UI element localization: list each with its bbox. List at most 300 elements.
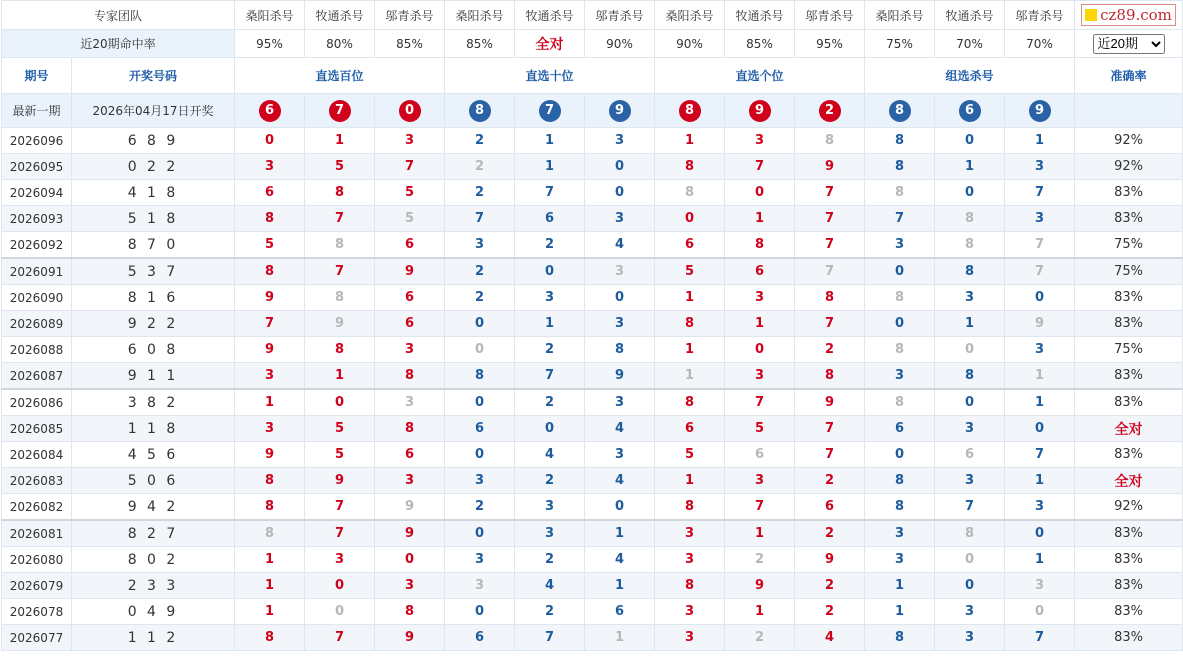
kill-number: 0	[585, 180, 655, 206]
kill-number: 1	[725, 599, 795, 625]
kill-number: 7	[1005, 258, 1075, 285]
kill-number: 1	[235, 599, 305, 625]
kill-number: 3	[515, 520, 585, 547]
issue-number: 2026091	[2, 258, 72, 285]
latest-kill-cell	[585, 94, 655, 128]
draw-number: 6 0 8	[72, 337, 235, 363]
table-row	[2, 468, 1183, 494]
site-logo[interactable]	[1081, 4, 1176, 26]
expert-name: 邬青杀号	[375, 1, 445, 30]
kill-number: 6	[375, 311, 445, 337]
kill-number: 8	[935, 363, 1005, 390]
kill-number: 1	[585, 520, 655, 547]
kill-number: 3	[445, 547, 515, 573]
draw-number: 8 7 0	[72, 232, 235, 259]
expert-name: 邬青杀号	[1005, 1, 1075, 30]
kill-number: 0	[445, 389, 515, 416]
kill-number: 1	[725, 520, 795, 547]
draw-number: 8 2 7	[72, 520, 235, 547]
kill-number: 0	[935, 573, 1005, 599]
table-row	[2, 232, 1183, 259]
group-header-combo: 组选杀号	[865, 58, 1075, 94]
table-row	[2, 520, 1183, 547]
kill-number: 8	[655, 311, 725, 337]
kill-number: 2	[725, 547, 795, 573]
kill-number: 6	[585, 599, 655, 625]
expert-name: 邬青杀号	[795, 1, 865, 30]
kill-number: 2	[445, 128, 515, 154]
kill-number: 0	[725, 180, 795, 206]
draw-number: 8 0 2	[72, 547, 235, 573]
kill-number: 5	[305, 416, 375, 442]
kill-number: 0	[865, 311, 935, 337]
issue-column-header: 期号	[2, 58, 72, 94]
kill-number: 0	[585, 285, 655, 311]
hit-rate: 70%	[935, 30, 1005, 58]
kill-number: 8	[865, 494, 935, 521]
accuracy-column-header: 准确率	[1075, 58, 1183, 94]
kill-number: 3	[445, 468, 515, 494]
draw-number: 0 2 2	[72, 154, 235, 180]
kill-number: 3	[305, 547, 375, 573]
latest-kill-cell	[655, 94, 725, 128]
kill-number: 3	[865, 520, 935, 547]
kill-ball: 7	[329, 100, 351, 122]
kill-number: 3	[585, 128, 655, 154]
kill-number: 7	[795, 206, 865, 232]
table-row	[2, 442, 1183, 468]
accuracy-value: 83%	[1075, 311, 1183, 337]
kill-number: 6	[445, 416, 515, 442]
kill-number: 6	[725, 442, 795, 468]
kill-number: 9	[375, 494, 445, 521]
kill-number: 6	[795, 494, 865, 521]
kill-number: 9	[795, 389, 865, 416]
kill-number: 2	[795, 520, 865, 547]
kill-number: 8	[235, 206, 305, 232]
issue-number: 2026085	[2, 416, 72, 442]
kill-number: 1	[935, 154, 1005, 180]
issue-number: 2026093	[2, 206, 72, 232]
kill-number: 2	[725, 625, 795, 651]
kill-number: 9	[235, 442, 305, 468]
draw-number: 8 1 6	[72, 285, 235, 311]
kill-number: 8	[305, 285, 375, 311]
kill-number: 2	[515, 232, 585, 259]
hit-rate: 80%	[305, 30, 375, 58]
kill-number: 8	[655, 494, 725, 521]
kill-number: 7	[795, 416, 865, 442]
kill-number: 8	[795, 128, 865, 154]
kill-number: 8	[375, 416, 445, 442]
kill-number: 0	[445, 311, 515, 337]
kill-number: 1	[235, 573, 305, 599]
kill-number: 3	[1005, 494, 1075, 521]
table-row	[2, 389, 1183, 416]
kill-number: 0	[305, 599, 375, 625]
kill-number: 1	[305, 363, 375, 390]
hit-rate: 85%	[375, 30, 445, 58]
kill-number: 4	[585, 468, 655, 494]
kill-number: 5	[375, 180, 445, 206]
kill-number: 8	[235, 625, 305, 651]
kill-ball: 8	[679, 100, 701, 122]
accuracy-value: 83%	[1075, 442, 1183, 468]
kill-ball: 9	[749, 100, 771, 122]
expert-name: 牧通杀号	[515, 1, 585, 30]
kill-number: 2	[515, 337, 585, 363]
kill-number: 6	[375, 232, 445, 259]
kill-number: 8	[935, 232, 1005, 259]
kill-number: 1	[1005, 547, 1075, 573]
kill-number: 1	[725, 311, 795, 337]
draw-number: 9 2 2	[72, 311, 235, 337]
table-row	[2, 285, 1183, 311]
kill-number: 5	[655, 258, 725, 285]
kill-number: 2	[795, 468, 865, 494]
kill-number: 7	[515, 363, 585, 390]
kill-number: 1	[1005, 128, 1075, 154]
kill-number: 2	[515, 547, 585, 573]
expert-name: 牧通杀号	[305, 1, 375, 30]
kill-number: 2	[515, 599, 585, 625]
kill-number: 0	[1005, 520, 1075, 547]
hit-rate: 85%	[445, 30, 515, 58]
kill-number: 8	[305, 180, 375, 206]
issue-number: 2026096	[2, 128, 72, 154]
kill-number: 8	[865, 389, 935, 416]
kill-number: 7	[1005, 442, 1075, 468]
kill-number: 1	[865, 599, 935, 625]
issue-number: 2026088	[2, 337, 72, 363]
kill-number: 6	[865, 416, 935, 442]
draw-number: 4 1 8	[72, 180, 235, 206]
kill-number: 0	[935, 389, 1005, 416]
kill-number: 8	[305, 232, 375, 259]
kill-number: 8	[655, 154, 725, 180]
draw-number: 0 4 9	[72, 599, 235, 625]
accuracy-value: 83%	[1075, 520, 1183, 547]
table-row	[2, 363, 1183, 390]
kill-number: 5	[655, 442, 725, 468]
accuracy-value: 83%	[1075, 547, 1183, 573]
kill-number: 3	[935, 468, 1005, 494]
issue-number: 2026084	[2, 442, 72, 468]
table-row	[2, 128, 1183, 154]
accuracy-value: 75%	[1075, 258, 1183, 285]
hit-rate: 70%	[1005, 30, 1075, 58]
kill-number: 9	[235, 337, 305, 363]
accuracy-value: 75%	[1075, 337, 1183, 363]
accuracy-value: 83%	[1075, 285, 1183, 311]
accuracy-value: 83%	[1075, 389, 1183, 416]
table-row	[2, 206, 1183, 232]
kill-number: 0	[935, 547, 1005, 573]
kill-ball: 2	[819, 100, 841, 122]
column-header-row	[2, 58, 1183, 94]
kill-number: 8	[655, 389, 725, 416]
kill-number: 0	[515, 258, 585, 285]
period-select-cell	[1075, 30, 1183, 58]
kill-number: 0	[935, 337, 1005, 363]
hit-rate-label: 近20期命中率	[2, 30, 235, 58]
kill-number: 7	[795, 311, 865, 337]
kill-number: 3	[935, 416, 1005, 442]
kill-number: 0	[305, 389, 375, 416]
table-row	[2, 573, 1183, 599]
kill-number: 7	[305, 625, 375, 651]
latest-kill-cell	[515, 94, 585, 128]
hit-rate: 90%	[655, 30, 725, 58]
kill-number: 6	[655, 232, 725, 259]
kill-ball: 7	[539, 100, 561, 122]
kill-number: 7	[305, 206, 375, 232]
table-row	[2, 154, 1183, 180]
kill-number: 6	[235, 180, 305, 206]
draw-number: 2 3 3	[72, 573, 235, 599]
latest-accuracy-cell	[1075, 94, 1183, 128]
kill-number: 3	[865, 547, 935, 573]
kill-number: 4	[585, 547, 655, 573]
draw-number: 9 1 1	[72, 363, 235, 390]
issue-number: 2026081	[2, 520, 72, 547]
kill-ball: 8	[469, 100, 491, 122]
kill-number: 3	[1005, 154, 1075, 180]
kill-number: 9	[235, 285, 305, 311]
kill-number: 8	[375, 363, 445, 390]
kill-number: 6	[725, 258, 795, 285]
kill-number: 2	[795, 599, 865, 625]
kill-number: 2	[445, 180, 515, 206]
kill-number: 8	[865, 285, 935, 311]
period-select[interactable]	[1093, 34, 1165, 54]
kill-number: 8	[865, 154, 935, 180]
kill-number: 2	[445, 494, 515, 521]
kill-number: 2	[795, 573, 865, 599]
kill-number: 3	[235, 363, 305, 390]
latest-kill-cell	[305, 94, 375, 128]
issue-number: 2026092	[2, 232, 72, 259]
kill-ball: 6	[259, 100, 281, 122]
logo-square-icon	[1085, 9, 1097, 21]
kill-number: 9	[795, 547, 865, 573]
kill-number: 2	[445, 258, 515, 285]
history-rows	[2, 128, 1183, 651]
kill-number: 7	[1005, 625, 1075, 651]
latest-kill-cell	[725, 94, 795, 128]
kill-number: 0	[935, 180, 1005, 206]
kill-number: 3	[725, 285, 795, 311]
kill-number: 9	[305, 311, 375, 337]
hit-rate: 75%	[865, 30, 935, 58]
kill-number: 7	[445, 206, 515, 232]
kill-number: 0	[1005, 416, 1075, 442]
hit-rate: 95%	[795, 30, 865, 58]
kill-number: 3	[1005, 337, 1075, 363]
issue-number: 2026083	[2, 468, 72, 494]
kill-number: 7	[1005, 232, 1075, 259]
issue-number: 2026087	[2, 363, 72, 390]
kill-number: 8	[235, 494, 305, 521]
kill-number: 9	[375, 520, 445, 547]
issue-number: 2026079	[2, 573, 72, 599]
accuracy-value: 全对	[1075, 468, 1183, 494]
kill-number: 3	[235, 154, 305, 180]
kill-number: 8	[235, 520, 305, 547]
kill-number: 1	[935, 311, 1005, 337]
kill-number: 3	[935, 285, 1005, 311]
kill-number: 3	[865, 363, 935, 390]
issue-number: 2026077	[2, 625, 72, 651]
kill-number: 2	[445, 154, 515, 180]
accuracy-value: 83%	[1075, 363, 1183, 390]
kill-number: 1	[235, 389, 305, 416]
kill-number: 5	[305, 442, 375, 468]
kill-number: 3	[445, 232, 515, 259]
kill-number: 3	[375, 468, 445, 494]
issue-number: 2026090	[2, 285, 72, 311]
kill-number: 1	[515, 154, 585, 180]
kill-number: 3	[375, 573, 445, 599]
kill-number: 6	[375, 442, 445, 468]
kill-number: 1	[515, 311, 585, 337]
kill-number: 8	[935, 520, 1005, 547]
kill-number: 2	[515, 468, 585, 494]
group-header-tens: 直选十位	[445, 58, 655, 94]
issue-number: 2026082	[2, 494, 72, 521]
issue-number: 2026086	[2, 389, 72, 416]
table-row	[2, 416, 1183, 442]
accuracy-value: 92%	[1075, 154, 1183, 180]
table-row	[2, 258, 1183, 285]
latest-label: 最新一期	[2, 94, 72, 128]
kill-number: 1	[235, 547, 305, 573]
accuracy-value: 83%	[1075, 206, 1183, 232]
kill-number: 6	[445, 625, 515, 651]
kill-number: 8	[235, 468, 305, 494]
hit-rate: 90%	[585, 30, 655, 58]
draw-number: 1 1 2	[72, 625, 235, 651]
kill-number: 2	[445, 285, 515, 311]
kill-number: 4	[585, 416, 655, 442]
kill-number: 1	[1005, 389, 1075, 416]
expert-kill-table	[1, 0, 1183, 651]
kill-number: 0	[935, 128, 1005, 154]
kill-number: 3	[235, 416, 305, 442]
kill-number: 7	[865, 206, 935, 232]
kill-number: 0	[1005, 285, 1075, 311]
kill-number: 9	[795, 154, 865, 180]
kill-number: 9	[375, 258, 445, 285]
kill-number: 5	[235, 232, 305, 259]
kill-number: 0	[725, 337, 795, 363]
kill-number: 5	[305, 154, 375, 180]
kill-number: 3	[725, 468, 795, 494]
logo-text: cz89.com	[1100, 6, 1172, 24]
kill-number: 6	[515, 206, 585, 232]
draw-number: 5 1 8	[72, 206, 235, 232]
kill-number: 1	[655, 363, 725, 390]
table-row	[2, 625, 1183, 651]
kill-number: 4	[515, 573, 585, 599]
table-row	[2, 494, 1183, 521]
kill-number: 8	[725, 232, 795, 259]
kill-number: 6	[655, 416, 725, 442]
kill-number: 0	[585, 494, 655, 521]
kill-number: 7	[725, 494, 795, 521]
kill-number: 6	[375, 285, 445, 311]
kill-number: 5	[725, 416, 795, 442]
kill-number: 3	[1005, 573, 1075, 599]
draw-number: 6 8 9	[72, 128, 235, 154]
accuracy-value: 全对	[1075, 416, 1183, 442]
kill-number: 8	[585, 337, 655, 363]
kill-number: 8	[655, 573, 725, 599]
draw-number: 1 1 8	[72, 416, 235, 442]
kill-number: 3	[585, 258, 655, 285]
kill-number: 2	[795, 337, 865, 363]
accuracy-value: 83%	[1075, 180, 1183, 206]
kill-number: 3	[935, 599, 1005, 625]
kill-number: 1	[655, 468, 725, 494]
draw-number: 5 3 7	[72, 258, 235, 285]
kill-number: 8	[375, 599, 445, 625]
issue-number: 2026094	[2, 180, 72, 206]
latest-kill-cell	[445, 94, 515, 128]
group-header-units: 直选个位	[655, 58, 865, 94]
kill-number: 1	[655, 128, 725, 154]
kill-number: 8	[865, 468, 935, 494]
kill-number: 3	[1005, 206, 1075, 232]
kill-number: 1	[515, 128, 585, 154]
table-row	[2, 180, 1183, 206]
expert-name: 桑阳杀号	[445, 1, 515, 30]
kill-number: 1	[865, 573, 935, 599]
kill-number: 7	[795, 442, 865, 468]
accuracy-value: 75%	[1075, 232, 1183, 259]
kill-number: 0	[655, 206, 725, 232]
latest-kill-cell	[375, 94, 445, 128]
kill-number: 0	[445, 442, 515, 468]
kill-number: 3	[585, 389, 655, 416]
kill-number: 7	[795, 180, 865, 206]
kill-ball: 0	[399, 100, 421, 122]
kill-number: 3	[655, 547, 725, 573]
latest-kill-cell	[235, 94, 305, 128]
kill-number: 7	[935, 494, 1005, 521]
kill-number: 3	[375, 389, 445, 416]
kill-number: 1	[725, 206, 795, 232]
latest-kill-cell	[865, 94, 935, 128]
expert-header-row	[2, 1, 1183, 30]
kill-number: 9	[585, 363, 655, 390]
kill-number: 0	[865, 258, 935, 285]
kill-number: 0	[445, 337, 515, 363]
kill-number: 3	[585, 206, 655, 232]
issue-number: 2026078	[2, 599, 72, 625]
group-header-hundreds: 直选百位	[235, 58, 445, 94]
kill-number: 8	[865, 337, 935, 363]
latest-date: 2026年04月17日开奖	[72, 94, 235, 128]
kill-number: 0	[375, 547, 445, 573]
table-row	[2, 547, 1183, 573]
logo-cell	[1075, 1, 1183, 30]
accuracy-value: 83%	[1075, 625, 1183, 651]
kill-number: 6	[935, 442, 1005, 468]
kill-number: 9	[1005, 311, 1075, 337]
kill-number: 0	[445, 520, 515, 547]
kill-number: 8	[865, 625, 935, 651]
